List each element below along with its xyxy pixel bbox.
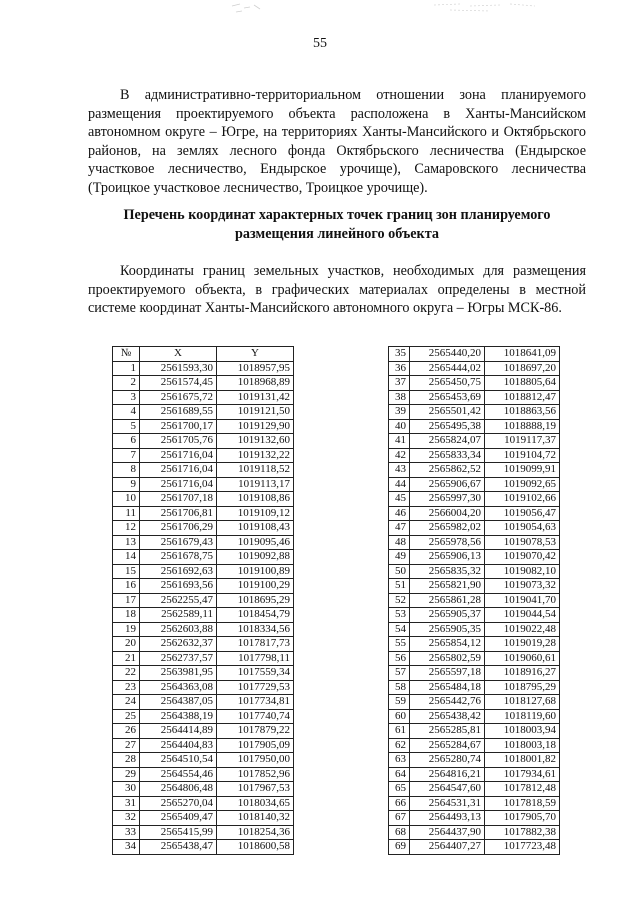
- y-coordinate: 1018119,60: [485, 709, 560, 724]
- table-row: [113, 695, 294, 710]
- point-number: 45: [389, 492, 410, 507]
- y-coordinate: 1019109,12: [217, 506, 294, 521]
- point-number: 67: [389, 811, 410, 826]
- table-row: [389, 405, 560, 420]
- table-row: [113, 477, 294, 492]
- x-coordinate: 2561693,56: [140, 579, 217, 594]
- table-row: [389, 390, 560, 405]
- table-row: [113, 738, 294, 753]
- point-number: 60: [389, 709, 410, 724]
- table-row: [113, 622, 294, 637]
- table-row: [389, 637, 560, 652]
- x-coordinate: 2565906,67: [410, 477, 485, 492]
- point-number: 61: [389, 724, 410, 739]
- column-header-number: №: [113, 347, 140, 362]
- point-number: 35: [389, 347, 410, 362]
- x-coordinate: 2565409,47: [140, 811, 217, 826]
- column-header-x: X: [140, 347, 217, 362]
- y-coordinate: 1018695,29: [217, 593, 294, 608]
- y-coordinate: 1017798,11: [217, 651, 294, 666]
- x-coordinate: 2565905,37: [410, 608, 485, 623]
- table-row: [389, 550, 560, 565]
- table-row: [113, 564, 294, 579]
- point-number: 17: [113, 593, 140, 608]
- table-row: [113, 651, 294, 666]
- point-number: 12: [113, 521, 140, 536]
- y-coordinate: 1017852,96: [217, 767, 294, 782]
- y-coordinate: 1018888,19: [485, 419, 560, 434]
- point-number: 57: [389, 666, 410, 681]
- x-coordinate: 2565854,12: [410, 637, 485, 652]
- point-number: 34: [113, 840, 140, 855]
- x-coordinate: 2564816,21: [410, 767, 485, 782]
- point-number: 9: [113, 477, 140, 492]
- y-coordinate: 1018600,58: [217, 840, 294, 855]
- y-coordinate: 1019078,53: [485, 535, 560, 550]
- y-coordinate: 1019100,29: [217, 579, 294, 594]
- table-row: [113, 637, 294, 652]
- y-coordinate: 1017905,70: [485, 811, 560, 826]
- point-number: 62: [389, 738, 410, 753]
- y-coordinate: 1017967,53: [217, 782, 294, 797]
- x-coordinate: 2565484,18: [410, 680, 485, 695]
- x-coordinate: 2565802,59: [410, 651, 485, 666]
- coordinates-table-right: [388, 346, 560, 855]
- y-coordinate: 1019056,47: [485, 506, 560, 521]
- x-coordinate: 2562589,11: [140, 608, 217, 623]
- y-coordinate: 1018812,47: [485, 390, 560, 405]
- y-coordinate: 1019082,10: [485, 564, 560, 579]
- x-coordinate: 2564388,19: [140, 709, 217, 724]
- x-coordinate: 2561692,63: [140, 564, 217, 579]
- column-header-y: Y: [217, 347, 294, 362]
- x-coordinate: 2565280,74: [410, 753, 485, 768]
- point-number: 69: [389, 840, 410, 855]
- point-number: 43: [389, 463, 410, 478]
- table-row: [389, 825, 560, 840]
- table-row: [113, 448, 294, 463]
- point-number: 19: [113, 622, 140, 637]
- y-coordinate: 1017734,81: [217, 695, 294, 710]
- y-coordinate: 1019108,43: [217, 521, 294, 536]
- x-coordinate: 2564510,54: [140, 753, 217, 768]
- table-row: [113, 361, 294, 376]
- x-coordinate: 2566004,20: [410, 506, 485, 521]
- point-number: 24: [113, 695, 140, 710]
- x-coordinate: 2561700,17: [140, 419, 217, 434]
- table-row: [113, 492, 294, 507]
- x-coordinate: 2561716,04: [140, 477, 217, 492]
- x-coordinate: 2565285,81: [410, 724, 485, 739]
- y-coordinate: 1019092,65: [485, 477, 560, 492]
- y-coordinate: 1018454,79: [217, 608, 294, 623]
- y-coordinate: 1018795,29: [485, 680, 560, 695]
- y-coordinate: 1019129,90: [217, 419, 294, 434]
- point-number: 68: [389, 825, 410, 840]
- point-number: 30: [113, 782, 140, 797]
- x-coordinate: 2564554,46: [140, 767, 217, 782]
- x-coordinate: 2565501,42: [410, 405, 485, 420]
- point-number: 5: [113, 419, 140, 434]
- table-row: [113, 680, 294, 695]
- x-coordinate: 2565415,99: [140, 825, 217, 840]
- point-number: 15: [113, 564, 140, 579]
- x-coordinate: 2565997,30: [410, 492, 485, 507]
- y-coordinate: 1017729,53: [217, 680, 294, 695]
- table-row: [113, 376, 294, 391]
- x-coordinate: 2565982,02: [410, 521, 485, 536]
- x-coordinate: 2565978,56: [410, 535, 485, 550]
- y-coordinate: 1019113,17: [217, 477, 294, 492]
- point-number: 8: [113, 463, 140, 478]
- table-row: [389, 376, 560, 391]
- x-coordinate: 2561593,30: [140, 361, 217, 376]
- point-number: 21: [113, 651, 140, 666]
- point-number: 42: [389, 448, 410, 463]
- y-coordinate: 1018034,65: [217, 796, 294, 811]
- y-coordinate: 1017723,48: [485, 840, 560, 855]
- y-coordinate: 1018805,64: [485, 376, 560, 391]
- y-coordinate: 1019095,46: [217, 535, 294, 550]
- x-coordinate: 2565861,28: [410, 593, 485, 608]
- x-coordinate: 2562632,37: [140, 637, 217, 652]
- table-row: [113, 840, 294, 855]
- y-coordinate: 1019092,88: [217, 550, 294, 565]
- point-number: 18: [113, 608, 140, 623]
- x-coordinate: 2564547,60: [410, 782, 485, 797]
- y-coordinate: 1018957,95: [217, 361, 294, 376]
- x-coordinate: 2561716,04: [140, 463, 217, 478]
- point-number: 10: [113, 492, 140, 507]
- point-number: 23: [113, 680, 140, 695]
- point-number: 40: [389, 419, 410, 434]
- point-number: 64: [389, 767, 410, 782]
- y-coordinate: 1019044,54: [485, 608, 560, 623]
- table-row: [113, 434, 294, 449]
- y-coordinate: 1017882,38: [485, 825, 560, 840]
- table-row: [113, 535, 294, 550]
- y-coordinate: 1019100,89: [217, 564, 294, 579]
- y-coordinate: 1018968,89: [217, 376, 294, 391]
- y-coordinate: 1019132,22: [217, 448, 294, 463]
- y-coordinate: 1019117,37: [485, 434, 560, 449]
- table-row: [389, 796, 560, 811]
- table-row: [389, 622, 560, 637]
- scan-artifact: [230, 0, 270, 16]
- table-row: [113, 550, 294, 565]
- x-coordinate: 2565821,90: [410, 579, 485, 594]
- table-row: [113, 419, 294, 434]
- y-coordinate: 1019073,32: [485, 579, 560, 594]
- y-coordinate: 1019099,91: [485, 463, 560, 478]
- coordinates-table-left: [112, 346, 294, 855]
- x-coordinate: 2561706,29: [140, 521, 217, 536]
- point-number: 55: [389, 637, 410, 652]
- point-number: 11: [113, 506, 140, 521]
- paragraph-location: В административно-территориальном отношении зона планируемого размещения проектируемого объекта расположена в Ханты-Мансийском автономном округе – Югре, на территориях Ханты-Мансийского и Октябрьского районов, на землях лесного фонда Октябрьского лесничества (Ендырское участковое лесничество, Ендырское урочище), Самаровского лесничества (Троицкое участковое лесничество, Троицкое урочище).: [88, 87, 586, 196]
- x-coordinate: 2565442,76: [410, 695, 485, 710]
- table-row: [389, 463, 560, 478]
- x-coordinate: 2564806,48: [140, 782, 217, 797]
- x-coordinate: 2562603,88: [140, 622, 217, 637]
- table-row: [389, 840, 560, 855]
- y-coordinate: 1019054,63: [485, 521, 560, 536]
- table-row: [389, 608, 560, 623]
- y-coordinate: 1019132,60: [217, 434, 294, 449]
- point-number: 48: [389, 535, 410, 550]
- table-row: [389, 709, 560, 724]
- section-heading: Перечень координат характерных точек границ зон планируемого размещения линейного объекта: [123, 207, 551, 242]
- x-coordinate: 2561689,55: [140, 405, 217, 420]
- x-coordinate: 2565833,34: [410, 448, 485, 463]
- point-number: 51: [389, 579, 410, 594]
- point-number: 50: [389, 564, 410, 579]
- table-row: [389, 738, 560, 753]
- table-row: [389, 521, 560, 536]
- y-coordinate: 1018863,56: [485, 405, 560, 420]
- y-coordinate: 1018127,68: [485, 695, 560, 710]
- point-number: 14: [113, 550, 140, 565]
- point-number: 33: [113, 825, 140, 840]
- table-row: [113, 521, 294, 536]
- y-coordinate: 1019131,42: [217, 390, 294, 405]
- y-coordinate: 1017934,61: [485, 767, 560, 782]
- y-coordinate: 1019121,50: [217, 405, 294, 420]
- table-row: [113, 593, 294, 608]
- table-row: [389, 419, 560, 434]
- y-coordinate: 1018140,32: [217, 811, 294, 826]
- point-number: 37: [389, 376, 410, 391]
- y-coordinate: 1018641,09: [485, 347, 560, 362]
- point-number: 52: [389, 593, 410, 608]
- point-number: 6: [113, 434, 140, 449]
- table-row: [113, 463, 294, 478]
- point-number: 36: [389, 361, 410, 376]
- x-coordinate: 2565438,47: [140, 840, 217, 855]
- x-coordinate: 2563981,95: [140, 666, 217, 681]
- point-number: 38: [389, 390, 410, 405]
- x-coordinate: 2565438,42: [410, 709, 485, 724]
- x-coordinate: 2565906,13: [410, 550, 485, 565]
- y-coordinate: 1019019,28: [485, 637, 560, 652]
- table-row: [389, 361, 560, 376]
- table-row: [113, 767, 294, 782]
- table-row: [389, 347, 560, 362]
- table-row: [389, 492, 560, 507]
- y-coordinate: 1019118,52: [217, 463, 294, 478]
- y-coordinate: 1017905,09: [217, 738, 294, 753]
- point-number: 59: [389, 695, 410, 710]
- page-number: 55: [313, 36, 327, 51]
- table-row: [113, 753, 294, 768]
- table-row: [389, 753, 560, 768]
- point-number: 65: [389, 782, 410, 797]
- x-coordinate: 2565597,18: [410, 666, 485, 681]
- x-coordinate: 2564404,83: [140, 738, 217, 753]
- table-row: [113, 724, 294, 739]
- scan-artifact: [430, 0, 540, 16]
- point-number: 47: [389, 521, 410, 536]
- table-row: [389, 651, 560, 666]
- table-row: [389, 767, 560, 782]
- x-coordinate: 2562255,47: [140, 593, 217, 608]
- point-number: 39: [389, 405, 410, 420]
- point-number: 56: [389, 651, 410, 666]
- y-coordinate: 1019108,86: [217, 492, 294, 507]
- y-coordinate: 1018001,82: [485, 753, 560, 768]
- point-number: 29: [113, 767, 140, 782]
- y-coordinate: 1017817,73: [217, 637, 294, 652]
- point-number: 16: [113, 579, 140, 594]
- table-row: [389, 593, 560, 608]
- table-row: [113, 825, 294, 840]
- x-coordinate: 2565270,04: [140, 796, 217, 811]
- point-number: 13: [113, 535, 140, 550]
- point-number: 22: [113, 666, 140, 681]
- table-row: [113, 811, 294, 826]
- y-coordinate: 1019102,66: [485, 492, 560, 507]
- table-row: [113, 506, 294, 521]
- x-coordinate: 2564407,27: [410, 840, 485, 855]
- y-coordinate: 1017812,48: [485, 782, 560, 797]
- table-row: [113, 608, 294, 623]
- table-row: [389, 724, 560, 739]
- x-coordinate: 2565453,69: [410, 390, 485, 405]
- y-coordinate: 1019041,70: [485, 593, 560, 608]
- x-coordinate: 2565444,02: [410, 361, 485, 376]
- y-coordinate: 1018003,94: [485, 724, 560, 739]
- table-row: [389, 695, 560, 710]
- table-row: [389, 811, 560, 826]
- table-row: [389, 564, 560, 579]
- x-coordinate: 2564363,08: [140, 680, 217, 695]
- point-number: 3: [113, 390, 140, 405]
- point-number: 27: [113, 738, 140, 753]
- x-coordinate: 2565824,07: [410, 434, 485, 449]
- x-coordinate: 2565862,52: [410, 463, 485, 478]
- x-coordinate: 2564531,31: [410, 796, 485, 811]
- x-coordinate: 2565495,38: [410, 419, 485, 434]
- table-row: [113, 796, 294, 811]
- y-coordinate: 1018916,27: [485, 666, 560, 681]
- point-number: 58: [389, 680, 410, 695]
- y-coordinate: 1017740,74: [217, 709, 294, 724]
- point-number: 44: [389, 477, 410, 492]
- point-number: 28: [113, 753, 140, 768]
- point-number: 26: [113, 724, 140, 739]
- table-row: [389, 477, 560, 492]
- point-number: 66: [389, 796, 410, 811]
- point-number: 1: [113, 361, 140, 376]
- x-coordinate: 2565284,67: [410, 738, 485, 753]
- x-coordinate: 2565905,35: [410, 622, 485, 637]
- table-header-row: [113, 347, 294, 362]
- table-row: [113, 579, 294, 594]
- y-coordinate: 1019060,61: [485, 651, 560, 666]
- x-coordinate: 2565835,32: [410, 564, 485, 579]
- x-coordinate: 2564414,89: [140, 724, 217, 739]
- y-coordinate: 1018697,20: [485, 361, 560, 376]
- y-coordinate: 1018334,56: [217, 622, 294, 637]
- table-row: [113, 782, 294, 797]
- x-coordinate: 2565440,20: [410, 347, 485, 362]
- y-coordinate: 1019070,42: [485, 550, 560, 565]
- x-coordinate: 2561707,18: [140, 492, 217, 507]
- table-row: [113, 405, 294, 420]
- x-coordinate: 2561706,81: [140, 506, 217, 521]
- table-row: [389, 506, 560, 521]
- table-row: [389, 448, 560, 463]
- y-coordinate: 1017559,34: [217, 666, 294, 681]
- x-coordinate: 2561675,72: [140, 390, 217, 405]
- x-coordinate: 2564387,05: [140, 695, 217, 710]
- y-coordinate: 1019022,48: [485, 622, 560, 637]
- y-coordinate: 1018254,36: [217, 825, 294, 840]
- y-coordinate: 1017950,00: [217, 753, 294, 768]
- point-number: 31: [113, 796, 140, 811]
- point-number: 41: [389, 434, 410, 449]
- table-row: [113, 390, 294, 405]
- x-coordinate: 2561679,43: [140, 535, 217, 550]
- table-row: [389, 579, 560, 594]
- table-row: [389, 666, 560, 681]
- y-coordinate: 1019104,72: [485, 448, 560, 463]
- table-row: [389, 782, 560, 797]
- table-row: [389, 434, 560, 449]
- point-number: 53: [389, 608, 410, 623]
- y-coordinate: 1017818,59: [485, 796, 560, 811]
- x-coordinate: 2562737,57: [140, 651, 217, 666]
- x-coordinate: 2561678,75: [140, 550, 217, 565]
- x-coordinate: 2561705,76: [140, 434, 217, 449]
- point-number: 20: [113, 637, 140, 652]
- x-coordinate: 2564437,90: [410, 825, 485, 840]
- y-coordinate: 1017879,22: [217, 724, 294, 739]
- point-number: 63: [389, 753, 410, 768]
- x-coordinate: 2564493,13: [410, 811, 485, 826]
- point-number: 2: [113, 376, 140, 391]
- point-number: 7: [113, 448, 140, 463]
- y-coordinate: 1018003,18: [485, 738, 560, 753]
- paragraph-coordinates-system: Координаты границ земельных участков, необходимых для размещения проектируемого объекта, в графических материалах определены в местной системе координат Ханты-Мансийского автономного округа – Югры МСК-86.: [88, 263, 586, 317]
- table-row: [113, 709, 294, 724]
- x-coordinate: 2561716,04: [140, 448, 217, 463]
- table-row: [113, 666, 294, 681]
- point-number: 25: [113, 709, 140, 724]
- table-row: [389, 535, 560, 550]
- point-number: 46: [389, 506, 410, 521]
- table-row: [389, 680, 560, 695]
- point-number: 4: [113, 405, 140, 420]
- point-number: 54: [389, 622, 410, 637]
- point-number: 32: [113, 811, 140, 826]
- x-coordinate: 2561574,45: [140, 376, 217, 391]
- x-coordinate: 2565450,75: [410, 376, 485, 391]
- point-number: 49: [389, 550, 410, 565]
